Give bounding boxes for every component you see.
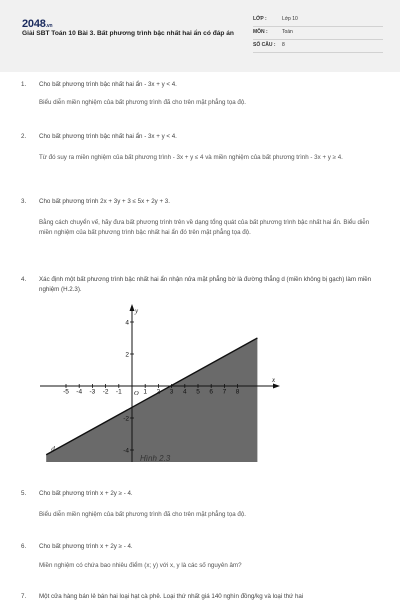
question-number: 2. <box>21 133 27 140</box>
meta-row-subject <box>253 27 383 40</box>
question-number: 7. <box>21 593 27 600</box>
meta-value: Lớp 10 <box>282 16 298 23</box>
x-tick-label: 4 <box>182 388 187 396</box>
x-tick-label: 8 <box>235 388 240 396</box>
x-tick-label: -2 <box>102 388 109 396</box>
meta-row-count <box>253 40 383 53</box>
y-tick-label: -2 <box>123 415 129 423</box>
x-tick-label: -5 <box>63 388 69 396</box>
x-tick-label: 7 <box>222 388 227 396</box>
question-statement: Cho bất phương trình bậc nhất hai ẩn - 3x + y < 4. <box>39 133 177 140</box>
question-detail: Biểu diễn miền nghiệm của bất phương trình đã cho trên mặt phẳng tọa độ. <box>39 99 247 106</box>
x-tick-label: 6 <box>209 388 214 396</box>
question-statement: Một cửa hàng bán lẻ bán hai loại hạt cà phê. Loại thứ nhất giá 140 nghìn đồng/kg và loại thứ hai <box>39 593 304 600</box>
x-tick-label: 1 <box>143 388 148 396</box>
question-statement: Cho bất phương trình x + 2y ≥ - 4. <box>39 543 133 550</box>
question-detail: Bằng cách chuyển vế, hãy đưa bất phương trình trên về dạng tổng quát của bất phương trình bậc nhất hai ẩn. Biểu diễn miền nghiệm của bất phương trình bậc nhất hai ẩn đó trên mặt phẳng tọa độ. <box>39 219 370 236</box>
line-d-label: d <box>51 444 55 453</box>
y-axis-label: y <box>135 307 139 315</box>
meta-table <box>253 14 383 53</box>
question-statement: Cho bất phương trình bậc nhất hai ẩn - 3x + y < 4. <box>39 81 177 88</box>
question-number: 6. <box>21 543 27 550</box>
question-number: 3. <box>21 198 27 205</box>
shaded-region <box>46 338 257 462</box>
question-detail: Từ đó suy ra miền nghiệm của bất phương trình - 3x + y ≤ 4 và miền nghiệm của bất phương trình - 3x + y ≥ 4. <box>39 154 343 161</box>
meta-label: LỚP : <box>253 16 267 23</box>
meta-value: 8 <box>282 42 285 49</box>
meta-label: MÔN : <box>253 29 268 36</box>
question-statement: Cho bất phương trình 2x + 3y + 3 ≤ 5x + 2y + 3. <box>39 198 170 205</box>
meta-row-grade <box>253 14 383 27</box>
x-axis-label: x <box>272 376 276 384</box>
x-tick-label: 3 <box>169 388 174 396</box>
question-number: 4. <box>21 276 27 283</box>
y-tick-label: 2 <box>125 351 129 359</box>
meta-value: Toán <box>282 29 293 36</box>
question-number: 5. <box>21 490 27 497</box>
question-detail: Miền nghiệm có chứa bao nhiêu điểm (x; y) với x, y là các số nguyên âm? <box>39 562 242 569</box>
question-number: 1. <box>21 81 27 88</box>
question-statement: Xác định một bất phương trình bậc nhất hai ẩn nhận nửa mặt phẳng bờ là đường thẳng d (miền không bị gạch) làm miền nghiệm (H.2.3). <box>39 276 372 293</box>
question-detail: Biểu diễn miền nghiệm của bất phương trình đã cho trên mặt phẳng tọa độ. <box>39 511 247 518</box>
origin-label: O <box>134 390 139 397</box>
x-tick-label: -1 <box>115 388 122 396</box>
question-statement: Cho bất phương trình x + 2y ≥ - 4. <box>39 490 133 497</box>
y-axis-arrow <box>130 304 135 311</box>
logo-text: 2048 <box>22 18 46 30</box>
figure-graph <box>40 302 286 472</box>
figure-caption: Hình 2.3 <box>140 454 171 463</box>
page-header <box>0 0 400 72</box>
y-tick-label: -4 <box>123 447 129 455</box>
x-axis-arrow <box>273 384 280 389</box>
logo-domain: .vn <box>45 23 53 29</box>
x-tick-label: 5 <box>196 388 200 396</box>
y-tick-label: 4 <box>125 319 129 327</box>
document-title: Giải SBT Toán 10 Bài 3. Bất phương trình bậc nhất hai ẩn có đáp án <box>22 30 234 37</box>
x-tick-label: -3 <box>89 388 96 396</box>
x-tick-label: 2 <box>156 388 161 396</box>
x-tick-label: -4 <box>76 388 83 396</box>
meta-label: SỐ CÂU : <box>253 42 276 49</box>
inequality-graph <box>40 302 286 472</box>
